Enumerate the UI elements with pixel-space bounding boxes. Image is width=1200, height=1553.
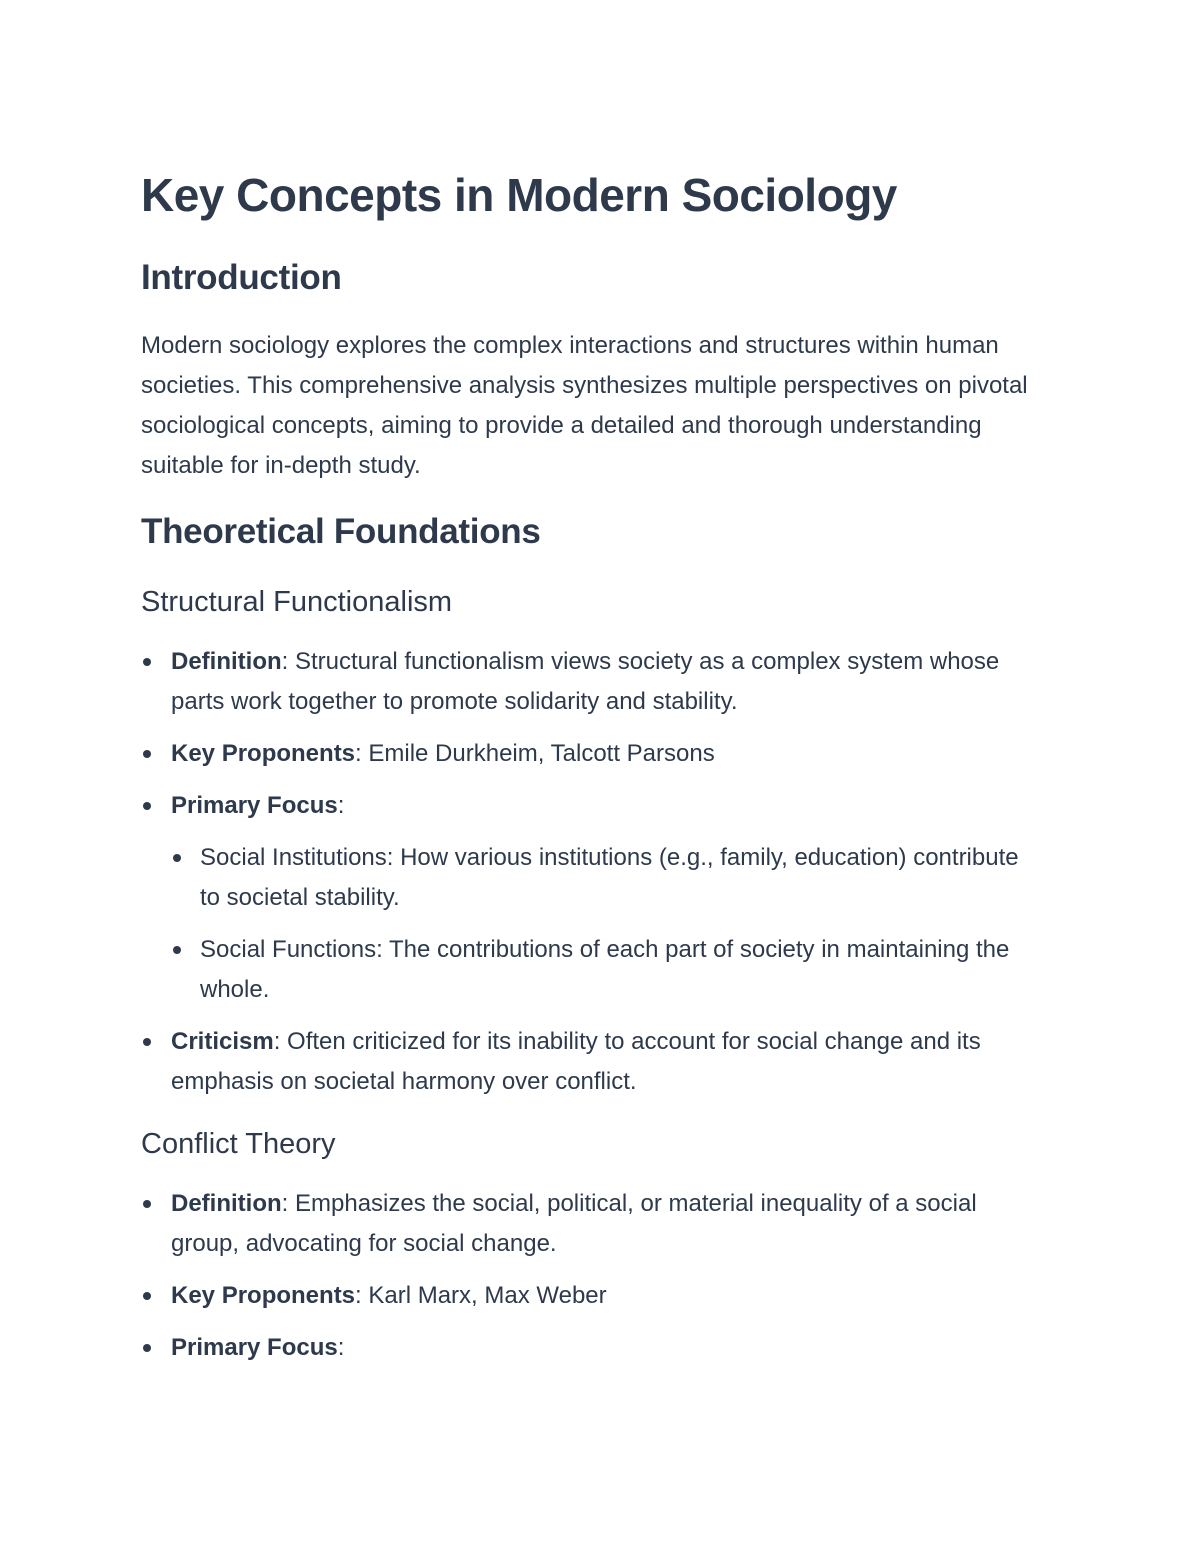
conflict-theory-list (141, 1184, 1051, 1368)
sub-list-item-social-functions (141, 930, 1020, 1010)
list-item-term: Primary Focus (171, 1334, 338, 1361)
document-title: Key Concepts in Modern Sociology (141, 169, 897, 221)
structural-functionalism-list (141, 642, 1051, 1102)
sub-list-item-social-institutions (141, 838, 1020, 918)
list-item-term: Definition (171, 648, 282, 675)
list-item-criticism (141, 1022, 1051, 1102)
list-item-definition (141, 642, 1051, 722)
list-item-primary-focus (141, 786, 1051, 826)
sub-list-item-text: Social Institutions: How various institutions (e.g., family, education) contribute to societal stability. (200, 844, 1019, 911)
bullet-icon (173, 854, 181, 862)
sub-list-item-text: Social Functions: The contributions of each part of society in maintaining the whole. (200, 936, 1010, 1003)
bullet-icon (143, 802, 151, 810)
bullet-icon (173, 946, 181, 954)
conflict-theory-heading: Conflict Theory (141, 1128, 336, 1160)
list-item-term: Definition (171, 1190, 282, 1217)
bullet-icon (143, 658, 151, 666)
structural-functionalism-heading: Structural Functionalism (141, 586, 453, 618)
list-item-term: Key Proponents (171, 1282, 356, 1309)
list-item-definition (141, 1184, 1051, 1264)
list-item-term: Key Proponents (171, 740, 356, 767)
list-item-text: : Structural functionalism views society as a complex system whose parts work together to promote solidarity and stability. (171, 648, 1000, 715)
list-item-primary-focus (141, 1328, 1051, 1368)
bullet-icon (143, 750, 151, 758)
list-item-text: : Often criticized for its inability to account for social change and its emphasis on societal harmony over conflict. (171, 1028, 981, 1095)
bullet-icon (143, 1344, 151, 1352)
bullet-icon (143, 1200, 151, 1208)
list-item-term: Primary Focus (171, 792, 338, 819)
bullet-icon (143, 1038, 151, 1046)
list-item-text: : (337, 792, 345, 819)
theoretical-foundations-heading: Theoretical Foundations (141, 512, 541, 551)
introduction-heading: Introduction (141, 258, 342, 297)
list-item-key-proponents (141, 1276, 1051, 1316)
list-item-text: : Karl Marx, Max Weber (355, 1282, 607, 1309)
bullet-icon (143, 1292, 151, 1300)
list-item-key-proponents (141, 734, 1051, 774)
introduction-paragraph: Modern sociology explores the complex interactions and structures within human societies. This comprehensive analysis synthesizes multiple perspectives on pivotal sociological concepts, aiming to provide a detailed and thorough understanding suitable for in-depth study. (141, 332, 1028, 479)
list-item-term: Criticism (171, 1028, 274, 1055)
list-item-text: : Emile Durkheim, Talcott Parsons (355, 740, 715, 767)
list-item-text: : Emphasizes the social, political, or material inequality of a social group, advocating for social change. (171, 1190, 977, 1257)
list-item-text: : (337, 1334, 345, 1361)
